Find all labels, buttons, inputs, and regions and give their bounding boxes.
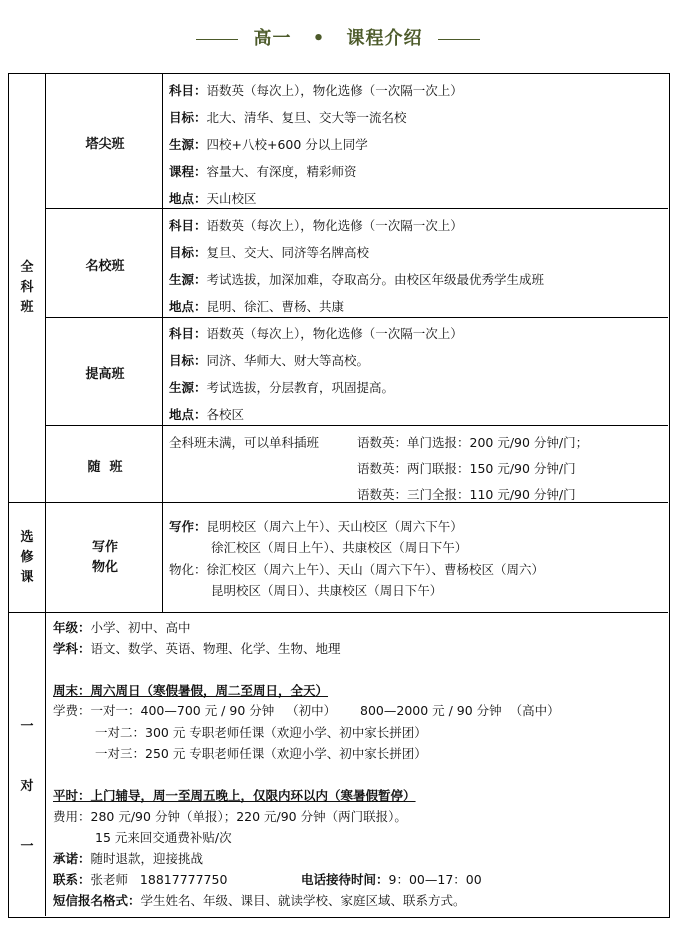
row-line: 目标：北大、清华、复旦、交大等一流名校	[169, 110, 407, 125]
one-on-one-label: 一 对 一	[20, 719, 34, 854]
fee-line: 一对二：300 元 专职老师任课（欢迎小学、初中家长拼团）	[95, 725, 427, 740]
fee-line: 一对三：250 元 专职老师任课（欢迎小学、初中家长拼团）	[95, 746, 427, 761]
contact-line: 联系：张老师 18817777750	[53, 872, 228, 887]
page-title	[0, 24, 676, 50]
full-class-section	[9, 74, 668, 503]
elective-label: 选 修 课	[20, 530, 34, 585]
weekday-line: 平时：上门辅导，周一至周五晚上，仅限内环以内（寒暑假暂停）	[53, 788, 416, 803]
one-on-one-section	[9, 613, 668, 916]
elective-line: 写作：昆明校区（周六上午）、天山校区（周六下午）	[169, 519, 463, 534]
title-rule-right	[438, 39, 480, 40]
row-line: 地点：天山校区	[169, 191, 257, 206]
title-grade: 高一	[253, 28, 292, 49]
elective-line: 徐汇校区（周日上午）、共康校区（周日下午）	[211, 540, 468, 555]
row-line: 生源：考试选拔，分层教育，巩固提高。	[169, 380, 395, 395]
row-line: 目标：同济、华师大、财大等高校。	[169, 353, 370, 368]
price-line: 语数英：两门联报：150 元/90 分钟/门	[357, 461, 576, 476]
sms-line: 短信报名格式：学生姓名、年级、课目、就读学校、家庭区域、联系方式。	[53, 893, 466, 908]
class-name-advance: 提高班	[85, 367, 125, 382]
elective-line: 物化：徐汇校区（周六上午）、天山（周六下午）、曹杨校区（周六）	[169, 562, 545, 577]
elective-name: 写作 物化	[91, 540, 118, 575]
title-rule-left	[196, 39, 238, 40]
row-line: 科目：语数英（每次上），物化选修（一次隔一次上）	[169, 218, 463, 233]
fee-line: 学费：一对一：400—700 元 / 90 分钟 （初中） 800—2000 元 / 90 分钟 （高中）	[53, 703, 560, 718]
title-text: 课程介绍	[346, 28, 423, 49]
class-name-famous: 名校班	[85, 259, 125, 274]
weekend-line: 周末：周六周日（寒假暑假，周二至周日，全天）	[53, 683, 329, 698]
row-line: 生源：考试选拔，加深加难，夺取高分。由校区年级最优秀学生成班	[169, 272, 545, 287]
full-class-label: 全 科 班	[20, 260, 34, 315]
grade-line: 年级：小学、初中、高中	[53, 620, 191, 635]
class-name-top: 塔尖班	[85, 137, 125, 152]
row-line: 科目：语数英（每次上），物化选修（一次隔一次上）	[169, 326, 463, 341]
fee-line: 15 元来回交通费补贴/次	[95, 830, 232, 845]
row-line: 生源：四校+八校+600 分以上同学	[169, 137, 368, 152]
row-line: 课程：容量大、有深度，精彩师资	[169, 164, 357, 179]
row-line: 地点：昆明、徐汇、曹杨、共康	[169, 299, 345, 314]
elective-line: 昆明校区（周日）、共康校区（周日下午）	[211, 583, 443, 598]
follow-note: 全科班未满，可以单科插班	[169, 435, 320, 450]
hours-line: 电话接待时间：9：00—17：00	[301, 872, 482, 887]
price-line: 语数英：三门全报：110 元/90 分钟/门	[357, 487, 576, 502]
price-line: 语数英：单门选报：200 元/90 分钟/门；	[357, 435, 589, 450]
title-dot: •	[312, 28, 326, 49]
row-line: 目标：复旦、交大、同济等名牌高校	[169, 245, 370, 260]
fee-line: 费用：280 元/90 分钟（单报）；220 元/90 分钟（两门联报）。	[53, 809, 407, 824]
promise-line: 承诺：随时退款，迎接挑战	[53, 851, 204, 866]
subject-line: 学科：语文、数学、英语、物理、化学、生物、地理	[53, 641, 341, 656]
row-line: 地点：各校区	[169, 407, 245, 422]
row-line: 科目：语数英（每次上），物化选修（一次隔一次上）	[169, 83, 463, 98]
course-table	[8, 73, 670, 918]
elective-section	[9, 503, 668, 613]
class-name-follow: 随 班	[87, 460, 123, 475]
